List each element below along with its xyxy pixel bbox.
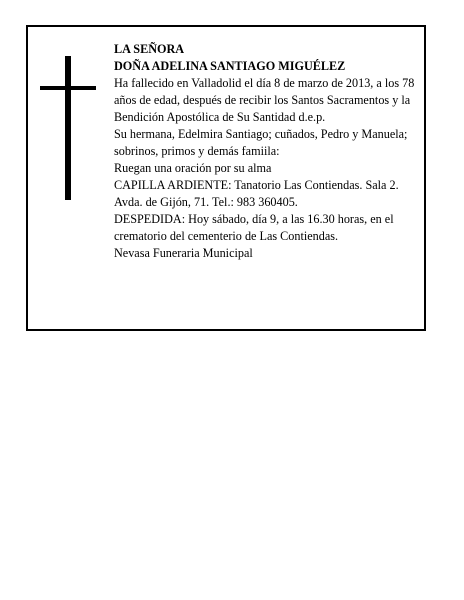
cross-vertical-bar [65,56,71,200]
cross-icon [36,56,100,200]
prayer-request: Ruegan una oración por su alma [114,161,272,175]
funeral-home: Nevasa Funeraria Municipal [114,246,253,260]
deceased-name: DOÑA ADELINA SANTIAGO MIGUÉLEZ [114,59,346,73]
family-members: Su hermana, Edelmira Santiago; cuñados, Pedro y Manuela; sobrinos, primos y demás famiila: [114,127,408,158]
notice-text [114,41,422,262]
chapel-information: CAPILLA ARDIENTE: Tanatorio Las Contiendas. Sala 2. Avda. de Gijón, 71. Tel.: 983 360405. [114,178,399,209]
cross-horizontal-bar [40,86,96,90]
obituary-notice [26,25,426,331]
death-announcement: Ha fallecido en Valladolid el día 8 de marzo de 2013, a los 78 años de edad, después de recibir los Santos Sacramentos y la Bendición Apostólica de Su Santidad d.e.p. [114,76,415,124]
farewell-information: DESPEDIDA: Hoy sábado, día 9, a las 16.30 horas, en el crematorio del cementerio de Las Contiendas. [114,212,394,243]
notice-title: LA SEÑORA [114,42,185,56]
